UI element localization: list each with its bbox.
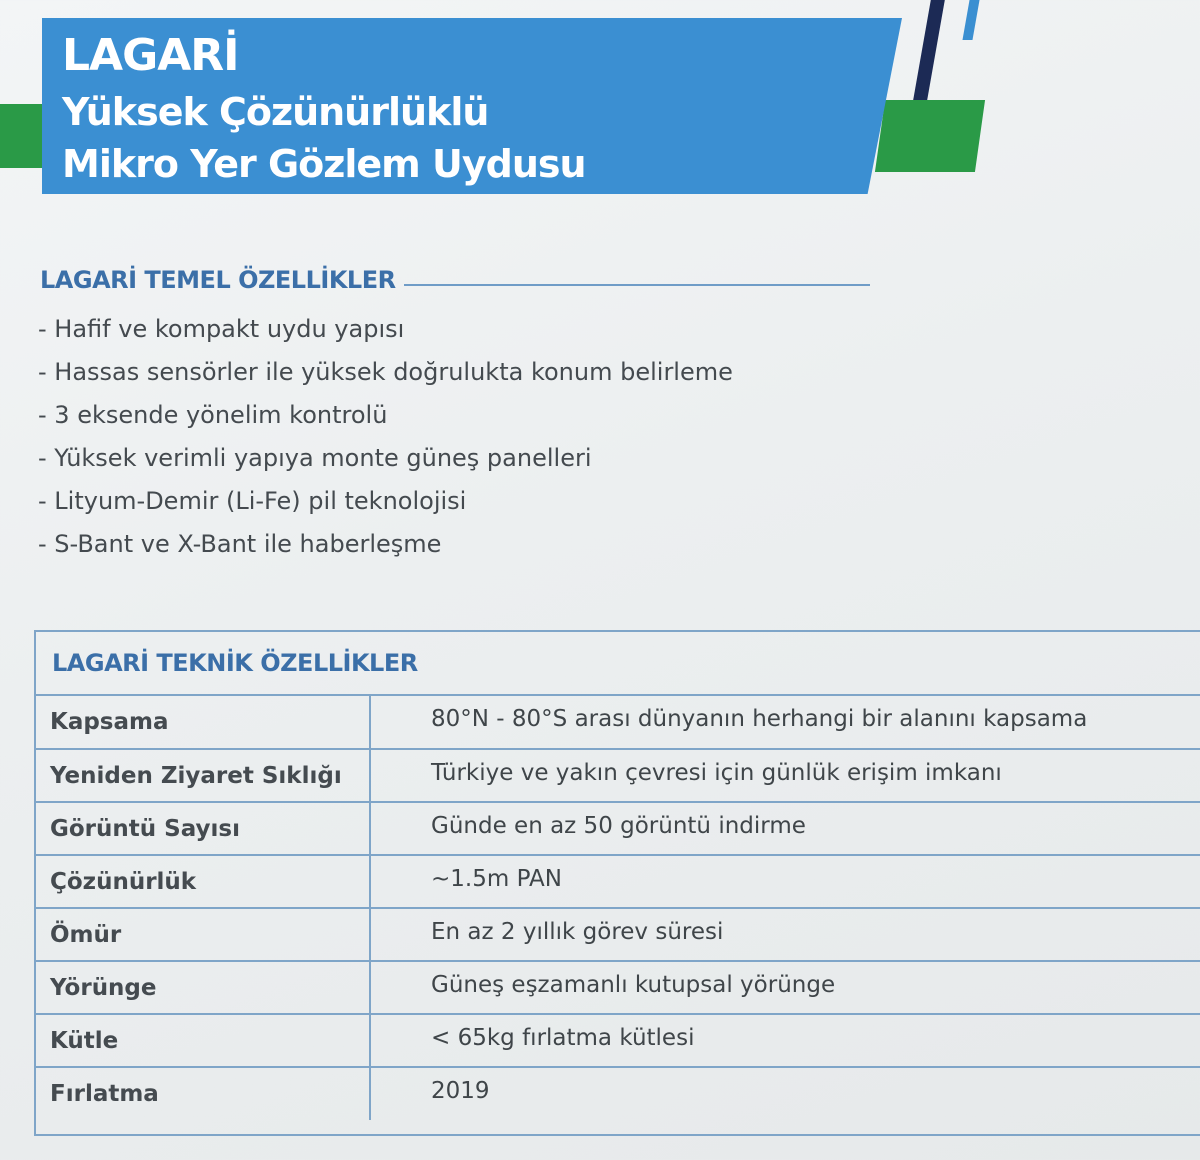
technical-specs-heading: LAGARİ TEKNİK ÖZELLİKLER [36, 632, 1200, 696]
feature-item: - S-Bant ve X-Bant ile haberleşme [38, 530, 442, 558]
table-row [36, 961, 1200, 1014]
spec-label: Çözünürlük [36, 855, 370, 908]
spec-label: Yeniden Ziyaret Sıklığı [36, 749, 370, 802]
features-heading: LAGARİ TEMEL ÖZELLİKLER [40, 266, 396, 294]
spec-label: Kütle [36, 1014, 370, 1067]
table-row [36, 802, 1200, 855]
spec-label: Görüntü Sayısı [36, 802, 370, 855]
table-row [36, 749, 1200, 802]
spec-label: Yörünge [36, 961, 370, 1014]
table-row [36, 1014, 1200, 1067]
spec-value: Günde en az 50 görüntü indirme [370, 802, 1200, 855]
feature-item: - Hafif ve kompakt uydu yapısı [38, 315, 405, 343]
banner-subtitle-line1: Yüksek Çözünürlüklü [62, 90, 489, 134]
feature-item: - Hassas sensörler ile yüksek doğrulukta konum belirleme [38, 358, 733, 386]
satellite-name: LAGARİ [62, 30, 239, 81]
banner-subtitle-line2: Mikro Yer Gözlem Uydusu [62, 142, 586, 186]
spec-label: Fırlatma [36, 1067, 370, 1120]
feature-item: - Lityum-Demir (Li-Fe) pil teknolojisi [38, 487, 467, 515]
spec-value: < 65kg fırlatma kütlesi [370, 1014, 1200, 1067]
technical-specs-table [36, 696, 1200, 1120]
feature-item: - Yüksek verimli yapıya monte güneş panelleri [38, 444, 592, 472]
table-row [36, 1067, 1200, 1120]
blue-accent-dash [962, 0, 979, 40]
table-row [36, 855, 1200, 908]
spec-value: 2019 [431, 1078, 490, 1104]
feature-item: - 3 eksende yönelim kontrolü [38, 401, 388, 429]
spec-value: Türkiye ve yakın çevresi için günlük erişim imkanı [370, 749, 1200, 802]
title-banner-text [62, 26, 586, 190]
spec-label: Ömür [36, 908, 370, 961]
spec-value: 80°N - 80°S arası dünyanın herhangi bir alanını kapsama [370, 696, 1200, 749]
spec-value: ~1.5m PAN [370, 855, 1200, 908]
heading-rule [404, 284, 870, 286]
spec-value: Güneş eşzamanlı kutupsal yörünge [370, 961, 1200, 1014]
navy-accent-stripe [911, 0, 946, 110]
technical-specs-box [34, 630, 1200, 1136]
green-accent-stripe-right [875, 100, 985, 172]
spec-value: En az 2 yıllık görev süresi [370, 908, 1200, 961]
table-row [36, 908, 1200, 961]
features-list [38, 308, 733, 566]
table-row [36, 696, 1200, 749]
features-heading-row [40, 266, 870, 294]
spec-label: Kapsama [36, 696, 370, 749]
